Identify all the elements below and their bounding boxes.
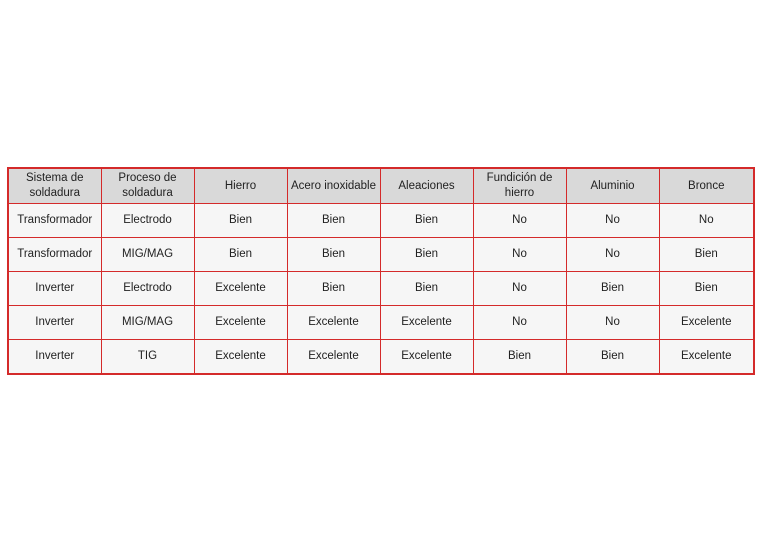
table-cell: No — [659, 204, 754, 238]
table-cell: Bien — [380, 272, 473, 306]
table-cell: No — [566, 238, 659, 272]
table-cell: Transformador — [8, 238, 101, 272]
header-sistema-de-soldadura: Sistema de soldadura — [8, 168, 101, 204]
welding-compatibility-table — [7, 167, 755, 375]
table-row — [8, 340, 754, 375]
header-aluminio: Aluminio — [566, 168, 659, 204]
table-row — [8, 306, 754, 340]
table-cell: Inverter — [8, 272, 101, 306]
table-cell: No — [473, 306, 566, 340]
table-cell: Bien — [287, 238, 380, 272]
table-cell: Bien — [566, 272, 659, 306]
table-row — [8, 272, 754, 306]
table-header-row — [8, 168, 754, 204]
header-acero-inoxidable: Acero inoxidable — [287, 168, 380, 204]
table-cell: Bien — [287, 272, 380, 306]
header-proceso-de-soldadura: Proceso de soldadura — [101, 168, 194, 204]
table-cell: Bien — [473, 340, 566, 375]
table-cell: Excelente — [287, 340, 380, 375]
table-cell: Bien — [659, 238, 754, 272]
table-cell: Excelente — [194, 306, 287, 340]
header-aleaciones: Aleaciones — [380, 168, 473, 204]
table-cell: No — [566, 204, 659, 238]
table-row — [8, 238, 754, 272]
table-cell: Bien — [194, 204, 287, 238]
table-cell: No — [473, 204, 566, 238]
table-cell: MIG/MAG — [101, 238, 194, 272]
compatibility-table-container — [7, 167, 753, 375]
table-cell: TIG — [101, 340, 194, 375]
table-cell: Excelente — [194, 272, 287, 306]
table-cell: Excelente — [194, 340, 287, 375]
table-cell: Bien — [566, 340, 659, 375]
table-cell: Inverter — [8, 306, 101, 340]
table-cell: Excelente — [380, 306, 473, 340]
table-cell: Bien — [380, 238, 473, 272]
table-cell: Bien — [287, 204, 380, 238]
table-cell: Bien — [659, 272, 754, 306]
table-cell: Bien — [380, 204, 473, 238]
table-cell: No — [473, 272, 566, 306]
table-cell: Electrodo — [101, 204, 194, 238]
header-hierro: Hierro — [194, 168, 287, 204]
table-cell: Electrodo — [101, 272, 194, 306]
header-bronce: Bronce — [659, 168, 754, 204]
table-cell: No — [566, 306, 659, 340]
table-cell: Excelente — [659, 306, 754, 340]
table-cell: MIG/MAG — [101, 306, 194, 340]
table-cell: Excelente — [659, 340, 754, 375]
table-row — [8, 204, 754, 238]
table-cell: Excelente — [380, 340, 473, 375]
table-cell: Excelente — [287, 306, 380, 340]
table-cell: No — [473, 238, 566, 272]
table-cell: Transformador — [8, 204, 101, 238]
table-cell: Bien — [194, 238, 287, 272]
table-cell: Inverter — [8, 340, 101, 375]
header-fundicion-de-hierro: Fundición de hierro — [473, 168, 566, 204]
